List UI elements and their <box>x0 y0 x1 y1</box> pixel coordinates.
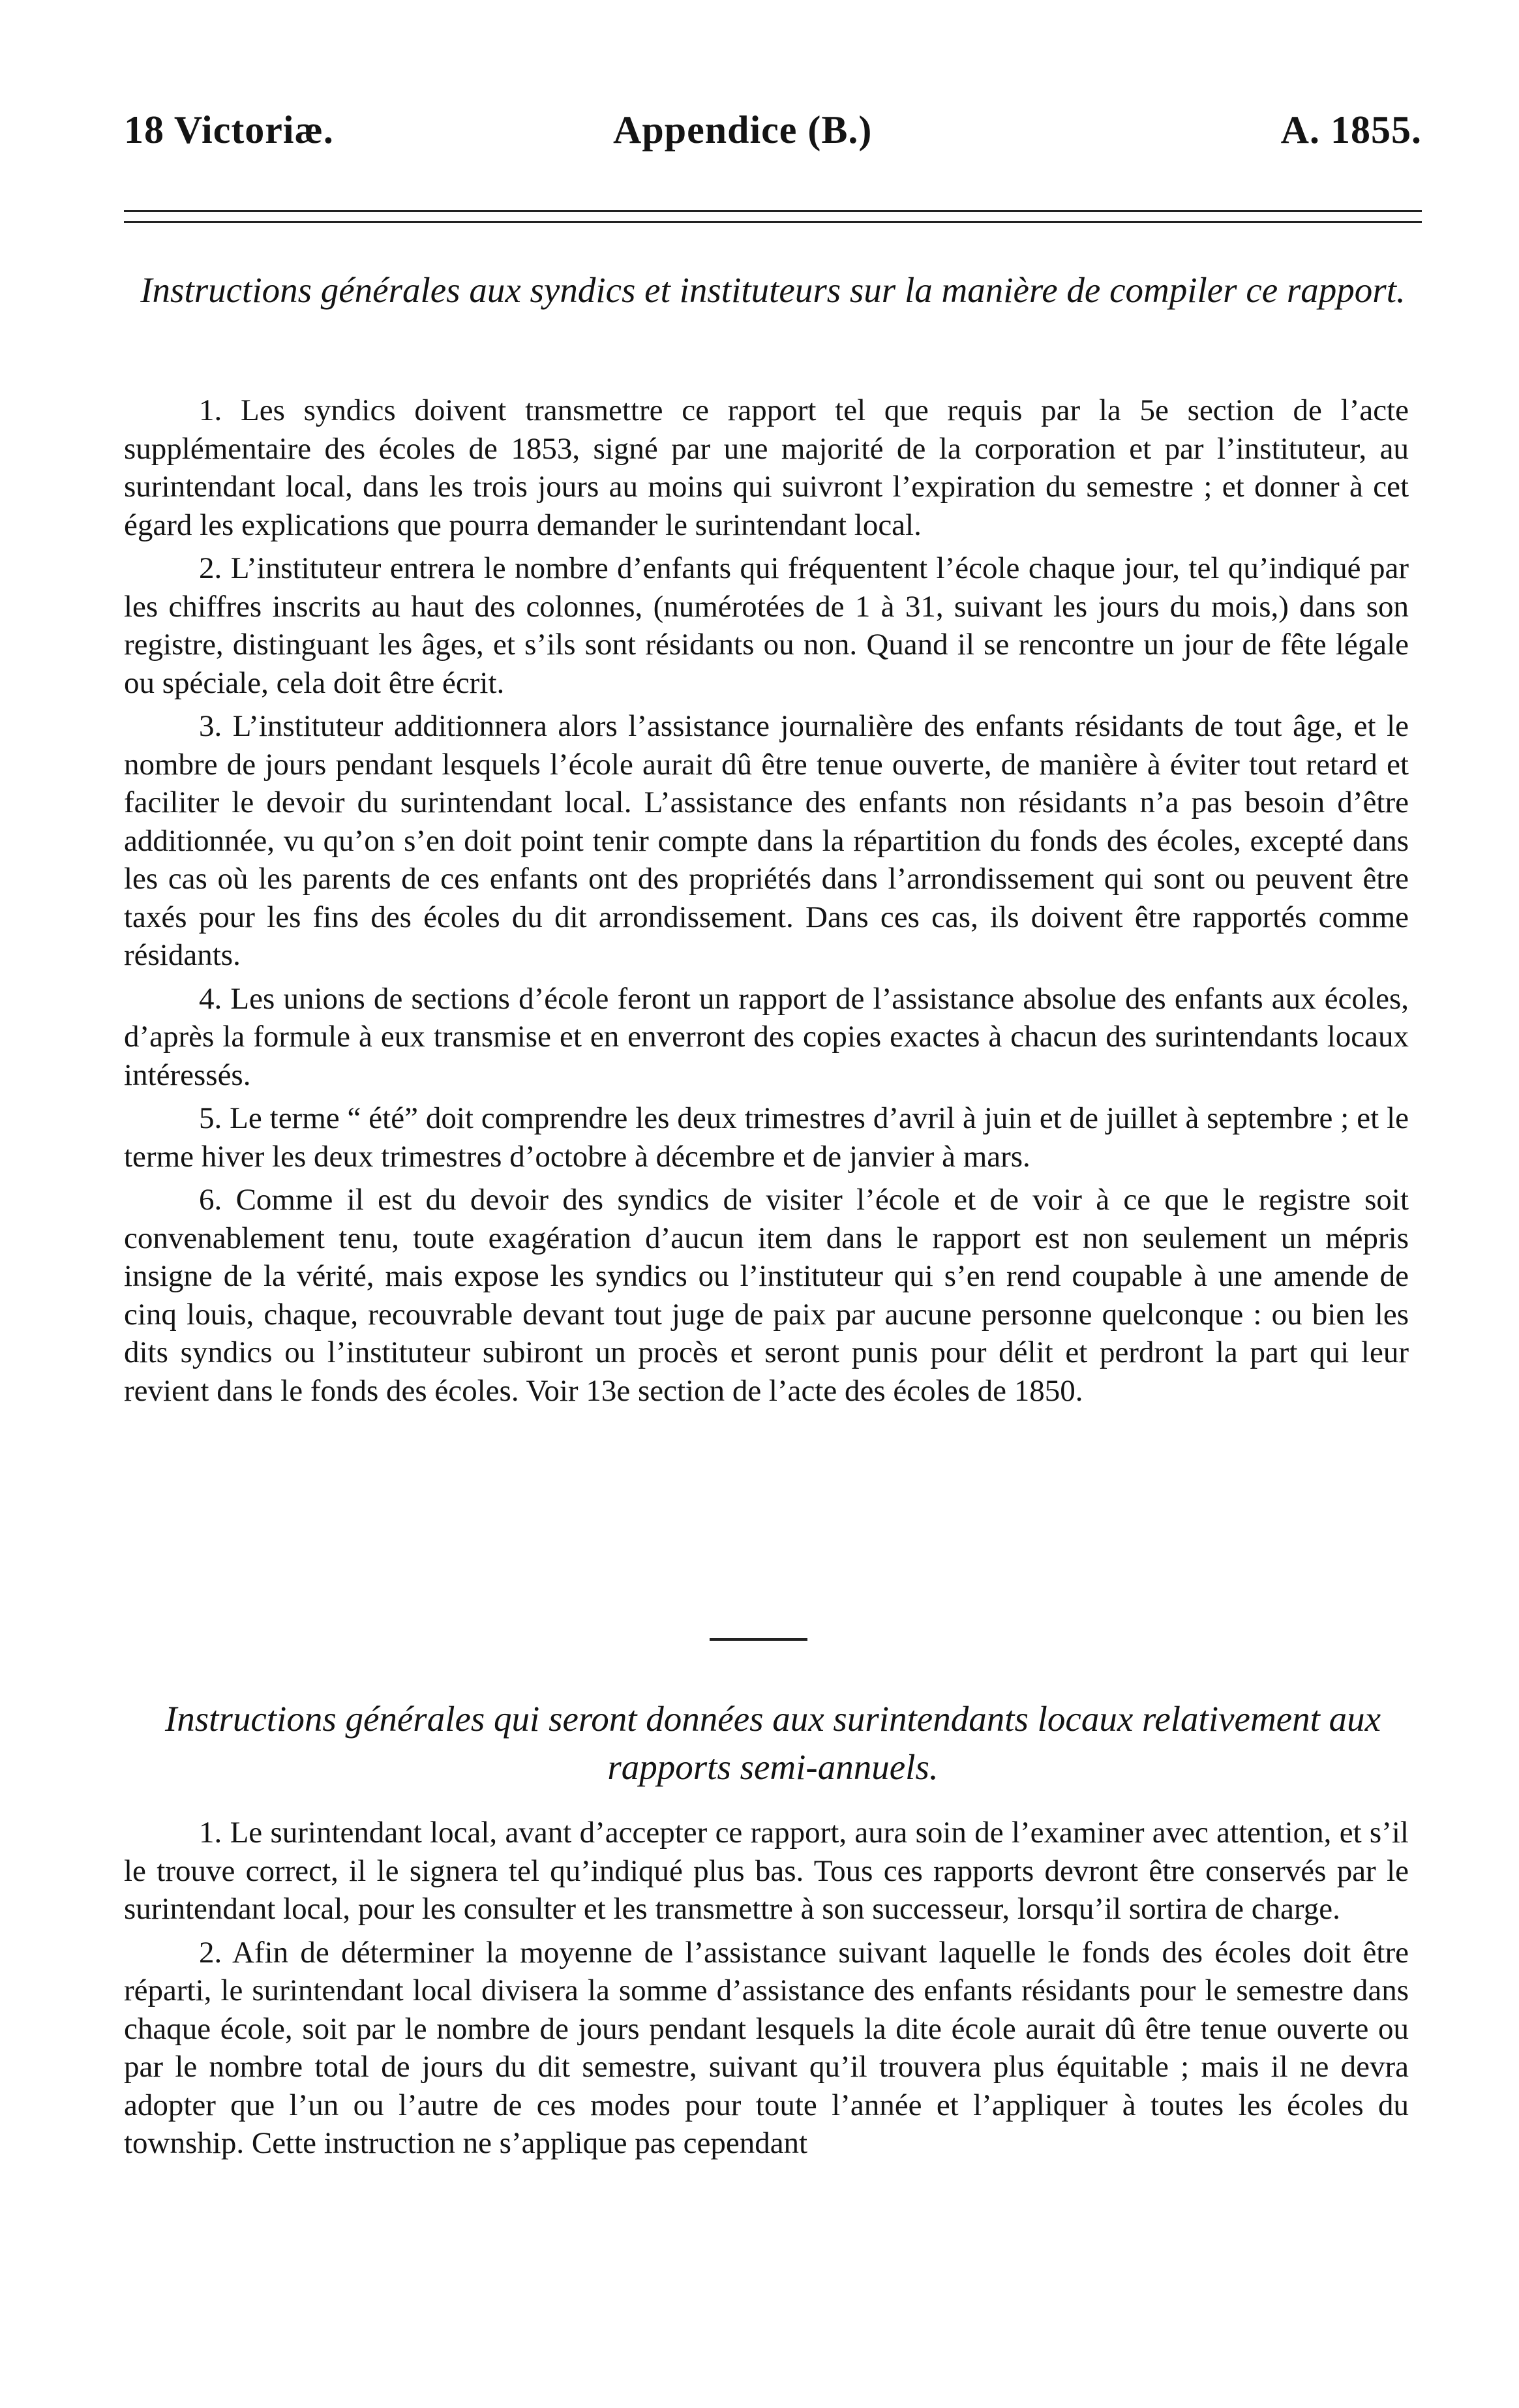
section-1-paragraph-1: 1. Les syndics doivent transmettre ce rapport tel que requis par la 5e section de l’acte supplémentaire des écoles de 1853, signé par une majorité de la corporation et par l’instituteur, au surintendant local, dans les trois jours au moins qui suivront l’expiration du semestre ; et donner à cet égard les explications que pourra demander le surintendant local. <box>124 393 1409 542</box>
header-double-rule <box>124 210 1422 223</box>
section-2-paragraph-1: 1. Le surintendant local, avant d’accepter ce rapport, aura soin de l’examiner avec attention, et s’il le trouve correct, il le signera tel qu’indiqué plus bas. Tous ces rapports devront être conservés par le surintendant local, pour les consulter et les transmettre à son successeur, lorsqu’il sortira de charge. <box>124 1816 1409 1926</box>
section-1-paragraph-2: 2. L’instituteur entrera le nombre d’enfants qui fréquentent l’école chaque jour, tel qu’indiqué par les chiffres inscrits au haut des colonnes, (numérotées de 1 à 31, suivant les jours du mois,) dans son registre, distinguant les âges, et s’ils sont résidants ou non. Quand il se rencontre un jour de fête légale ou spéciale, cela doit être écrit. <box>124 551 1409 700</box>
section-2-body <box>124 1814 1409 2168</box>
header-appendix: Appendice (B.) <box>613 108 873 151</box>
section-1-paragraph-4: 4. Les unions de sections d’école feront un rapport de l’assistance absolue des enfants aux écoles, d’après la formule à eux transmise et en enverront des copies exactes à chacun des surintendants locaux intéressés. <box>124 981 1409 1092</box>
section-1-title: Instructions générales aux syndics et instituteurs sur la manière de compiler ce rapport. <box>140 270 1406 310</box>
section-divider <box>710 1638 807 1641</box>
section-1-paragraph-6: 6. Comme il est du devoir des syndics de visiter l’école et de voir à ce que le registre soit convenablement tenu, toute exagération d’aucun item dans le rapport est non seulement un mépris insigne de la vérité, mais expose les syndics ou l’instituteur qui s’en rend coupable à une amende de cinq louis, chaque, recouvrable devant tout juge de paix par aucune personne quelconque : ou bien les dits syndics ou l’instituteur subiront un procès et seront punis pour délit et perdront la part qui leur revient dans le fonds des écoles. Voir 13e section de l’acte des écoles de 1850. <box>124 1183 1409 1408</box>
header-year: A. 1855. <box>1280 108 1422 151</box>
section-1-paragraph-5: 5. Le terme “ été” doit comprendre les deux trimestres d’avril à juin et de juillet à septembre ; et le terme hiver les deux trimestres d’octobre à décembre et de janvier à mars. <box>124 1101 1409 1174</box>
header-session: 18 Victoriæ. <box>124 108 334 151</box>
page-header <box>124 108 1422 166</box>
section-1-body <box>124 391 1409 1415</box>
section-2-title: Instructions générales qui seront données aux surintendants locaux relativement aux rapports semi-annuels. <box>164 1699 1381 1787</box>
section-1-paragraph-3: 3. L’instituteur additionnera alors l’assistance journalière des enfants résidants de tout âge, et le nombre de jours pendant lesquels l’école aurait dû être tenue ouverte, de manière à éviter tout retard et faciliter le devoir du surintendant local. L’assistance des enfants non résidants n’a pas besoin d’être additionnée, vu qu’on s’en doit point tenir compte dans la répartition du fonds des écoles, excepté dans les cas où les parents de ces enfants ont des propriétés dans l’arrondissement qui sont ou peuvent être taxés pour les fins des écoles du dit arrondissement. Dans ces cas, ils doivent être rapportés comme résidants. <box>124 709 1409 972</box>
section-2-paragraph-2: 2. Afin de déterminer la moyenne de l’assistance suivant laquelle le fonds des écoles doit être réparti, le surintendant local divisera la somme d’assistance des enfants résidants pour le semestre dans chaque école, soit par le nombre de jours pendant lesquels la dite école aurait dû être tenue ouverte ou par le nombre total de jours du dit semestre, suivant qu’il trouvera plus équitable ; mais il ne devra adopter que l’un ou l’autre de ces modes pour toute l’année et l’appliquer à toutes les écoles du township. Cette instruction ne s’applique pas cependant <box>124 1935 1409 2160</box>
